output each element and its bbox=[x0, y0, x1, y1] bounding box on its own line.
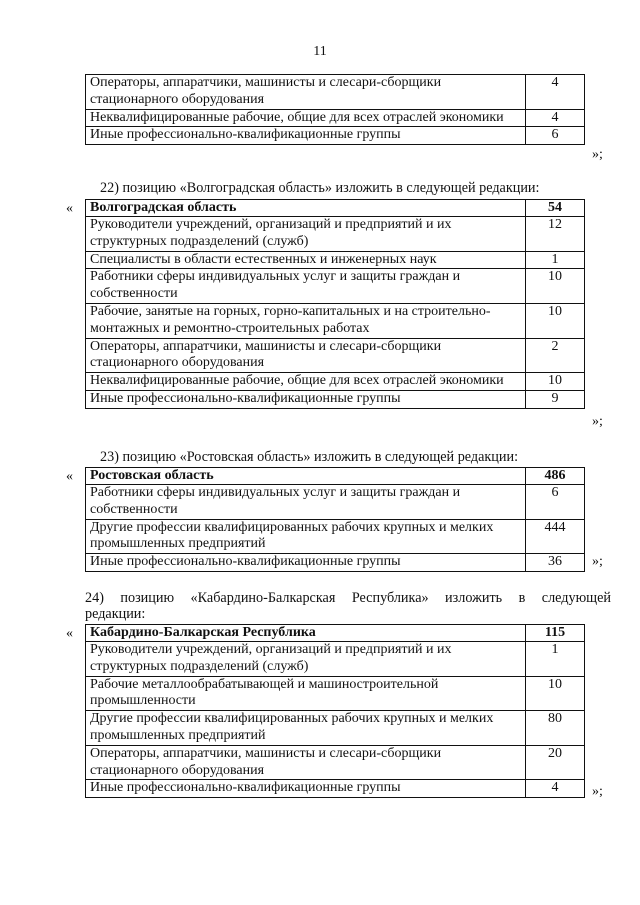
row-value: 10 bbox=[526, 373, 585, 391]
table-header-row bbox=[86, 625, 585, 642]
table-row bbox=[86, 745, 585, 780]
section-22-intro: 22) позицию «Волгоградская область» изложить в следующей редакции: bbox=[100, 180, 540, 196]
row-value: 10 bbox=[526, 303, 585, 338]
closing-quote: »; bbox=[592, 147, 603, 162]
section-24-intro-continued: редакции: bbox=[85, 606, 146, 622]
opening-quote: « bbox=[66, 626, 73, 641]
row-label: Рабочие, занятые на горных, горно-капитальных и на строительно-монтажных и ремонтно-строительных работах bbox=[86, 303, 526, 338]
table-kabardino-balkaria bbox=[85, 624, 585, 798]
table-rostov bbox=[85, 467, 585, 572]
row-label: Другие профессии квалифицированных рабочих крупных и мелких промышленных предприятий bbox=[86, 519, 526, 554]
region-total: 54 bbox=[526, 200, 585, 217]
region-name: Волгоградская область bbox=[86, 200, 526, 217]
table-volgograd bbox=[85, 199, 585, 409]
row-label: Специалисты в области естественных и инженерных наук bbox=[86, 251, 526, 269]
closing-quote: »; bbox=[592, 554, 603, 569]
section-24-intro: 24) позицию «Кабардино-Балкарская Республика» изложить в следующей bbox=[85, 590, 611, 606]
section-23-intro: 23) позицию «Ростовская область» изложить в следующей редакции: bbox=[100, 449, 519, 465]
row-value: 4 bbox=[526, 75, 585, 110]
row-value: 6 bbox=[526, 127, 585, 145]
row-label: Иные профессионально-квалификационные группы bbox=[86, 780, 526, 798]
row-label: Неквалифицированные рабочие, общие для всех отраслей экономики bbox=[86, 109, 526, 127]
row-value: 1 bbox=[526, 642, 585, 677]
row-value: 444 bbox=[526, 519, 585, 554]
table-row bbox=[86, 554, 585, 572]
row-label: Работники сферы индивидуальных услуг и защиты граждан и собственности bbox=[86, 485, 526, 520]
row-value: 20 bbox=[526, 745, 585, 780]
closing-quote: »; bbox=[592, 414, 603, 429]
row-value: 80 bbox=[526, 711, 585, 746]
row-value: 6 bbox=[526, 485, 585, 520]
table-row bbox=[86, 127, 585, 145]
row-label: Иные профессионально-квалификационные группы bbox=[86, 554, 526, 572]
row-value: 10 bbox=[526, 676, 585, 711]
table-row bbox=[86, 642, 585, 677]
table-row bbox=[86, 519, 585, 554]
row-value: 4 bbox=[526, 109, 585, 127]
row-label: Работники сферы индивидуальных услуг и защиты граждан и собственности bbox=[86, 269, 526, 304]
opening-quote: « bbox=[66, 201, 73, 216]
row-label: Операторы, аппаратчики, машинисты и слесари-сборщики стационарного оборудования bbox=[86, 745, 526, 780]
region-name: Ростовская область bbox=[86, 468, 526, 485]
opening-quote: « bbox=[66, 469, 73, 484]
closing-quote: »; bbox=[592, 784, 603, 799]
row-value: 2 bbox=[526, 338, 585, 373]
row-label: Операторы, аппаратчики, машинисты и слесари-сборщики стационарного оборудования bbox=[86, 338, 526, 373]
page-number: 11 bbox=[313, 44, 327, 59]
row-label: Иные профессионально-квалификационные группы bbox=[86, 127, 526, 145]
table-row bbox=[86, 390, 585, 408]
row-label: Неквалифицированные рабочие, общие для всех отраслей экономики bbox=[86, 373, 526, 391]
table-row bbox=[86, 217, 585, 252]
region-total: 115 bbox=[526, 625, 585, 642]
table-row bbox=[86, 780, 585, 798]
row-value: 36 bbox=[526, 554, 585, 572]
row-value: 10 bbox=[526, 269, 585, 304]
row-value: 9 bbox=[526, 390, 585, 408]
table-header-row bbox=[86, 200, 585, 217]
row-label: Руководители учреждений, организаций и предприятий и их структурных подразделений (служб) bbox=[86, 642, 526, 677]
row-label: Руководители учреждений, организаций и предприятий и их структурных подразделений (служб) bbox=[86, 217, 526, 252]
table-row bbox=[86, 251, 585, 269]
table-row bbox=[86, 338, 585, 373]
region-name: Кабардино-Балкарская Республика bbox=[86, 625, 526, 642]
table-row bbox=[86, 711, 585, 746]
row-value: 4 bbox=[526, 780, 585, 798]
table-row bbox=[86, 303, 585, 338]
row-label: Операторы, аппаратчики, машинисты и слесари-сборщики стационарного оборудования bbox=[86, 75, 526, 110]
row-value: 12 bbox=[526, 217, 585, 252]
table-header-row bbox=[86, 468, 585, 485]
table-row bbox=[86, 485, 585, 520]
row-label: Иные профессионально-квалификационные группы bbox=[86, 390, 526, 408]
table-row bbox=[86, 676, 585, 711]
table-row bbox=[86, 373, 585, 391]
row-label: Рабочие металлообрабатывающей и машиностроительной промышленности bbox=[86, 676, 526, 711]
table-row bbox=[86, 109, 585, 127]
table-continuation bbox=[85, 74, 585, 145]
row-value: 1 bbox=[526, 251, 585, 269]
row-label: Другие профессии квалифицированных рабочих крупных и мелких промышленных предприятий bbox=[86, 711, 526, 746]
region-total: 486 bbox=[526, 468, 585, 485]
table-row bbox=[86, 269, 585, 304]
table-row bbox=[86, 75, 585, 110]
